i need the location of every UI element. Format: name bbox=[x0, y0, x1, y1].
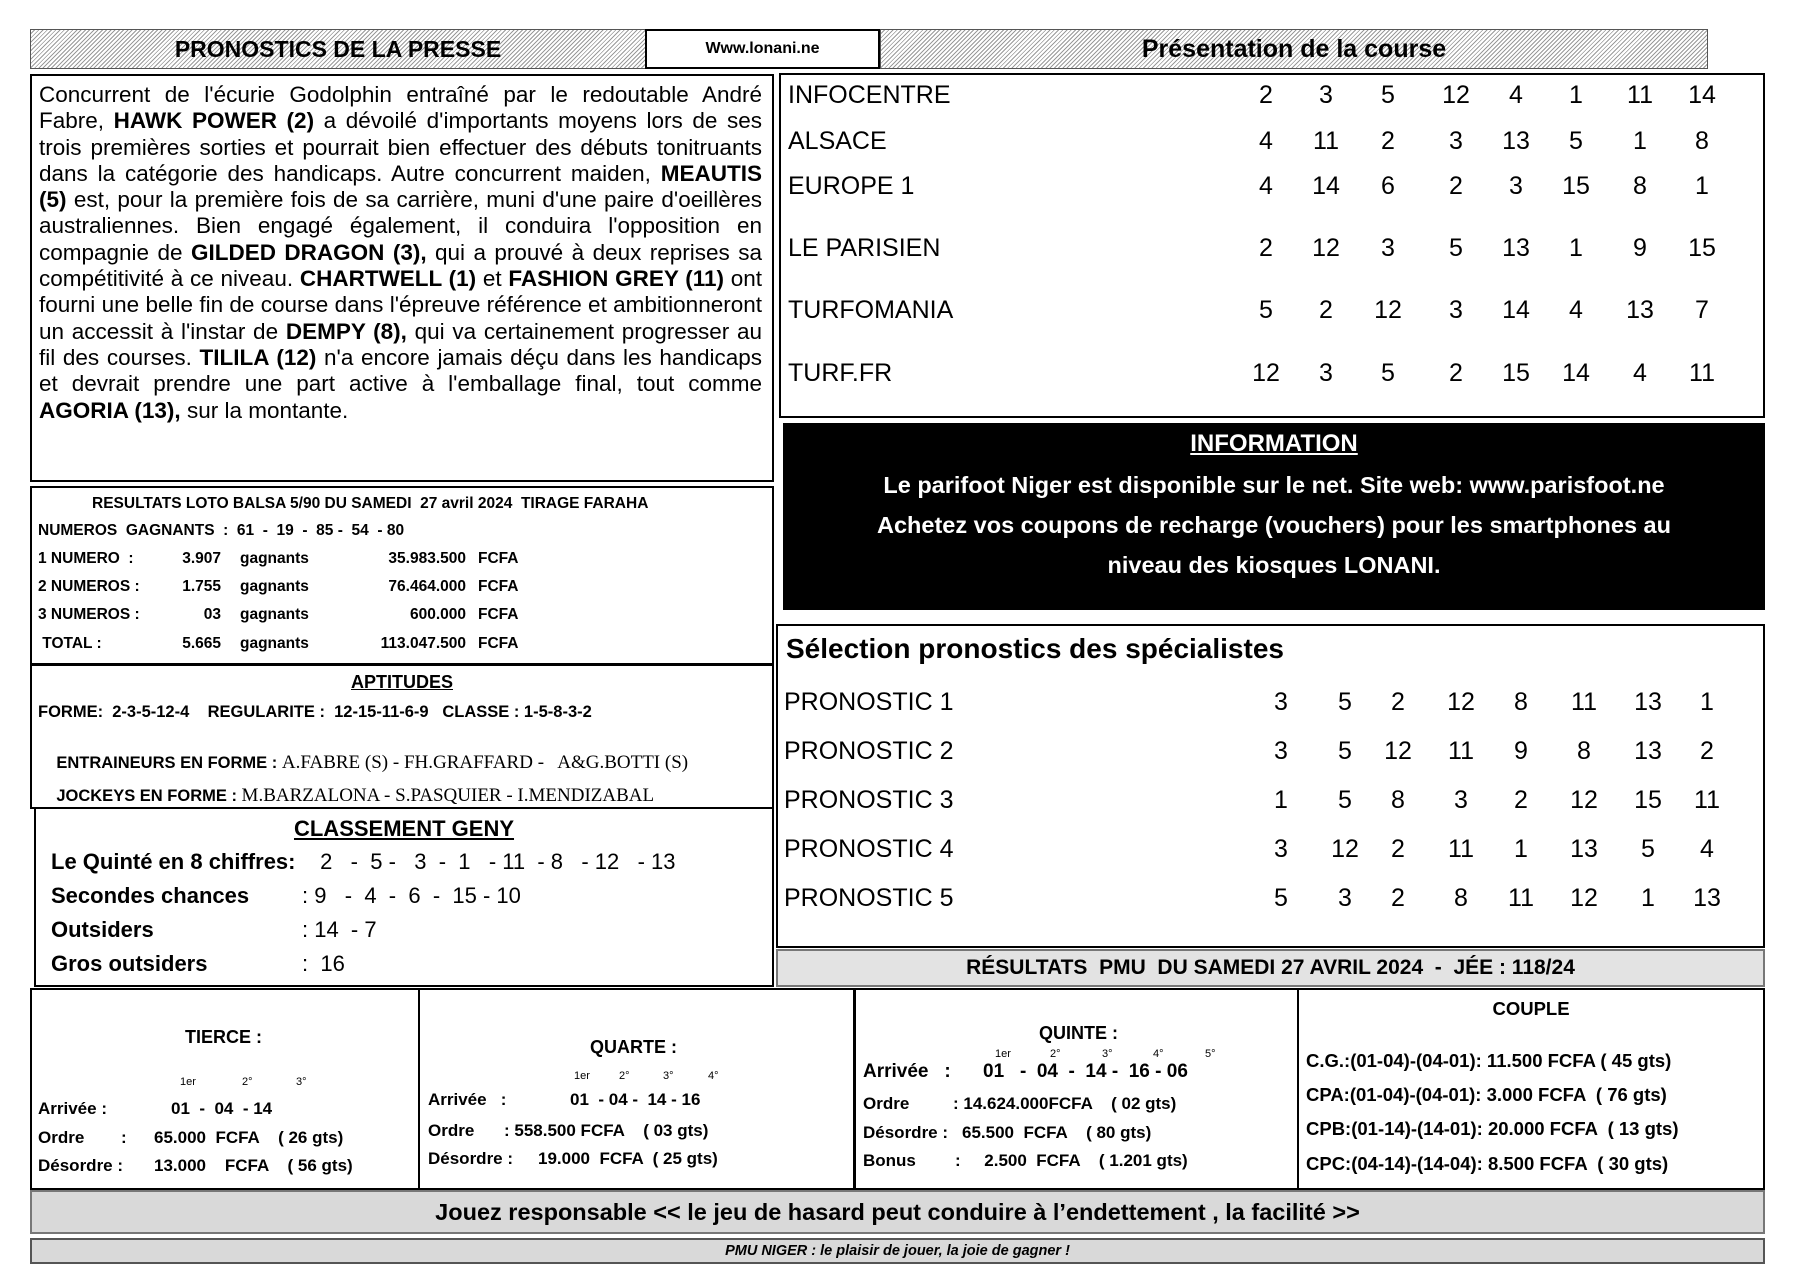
couple-row: C.G.:(01-04)-(04-01): 11.500 FCFA ( 45 gts) bbox=[1306, 1050, 1672, 1071]
loto-row-amount: 35.983.500 bbox=[388, 550, 466, 567]
quinte-bonus-label: Bonus bbox=[863, 1151, 916, 1170]
presse-row-number: 2 bbox=[1259, 234, 1273, 262]
geny-row-value: : 14 - 7 bbox=[302, 917, 377, 942]
quinte-desordre-label: Désordre : bbox=[863, 1123, 949, 1142]
quinte-ordre-label: Ordre bbox=[863, 1094, 910, 1113]
loto-row bbox=[32, 550, 772, 574]
loto-winning-numbers: NUMEROS GAGNANTS : 61 - 19 - 85 - 54 - 80 bbox=[38, 522, 405, 539]
rank-label: 3° bbox=[663, 1070, 674, 1082]
presse-row-number: 3 bbox=[1449, 127, 1463, 155]
pronostic-row-number: 12 bbox=[1384, 737, 1412, 765]
pronostic-row-number: 11 bbox=[1694, 786, 1720, 814]
pronostic-row-number: 3 bbox=[1454, 786, 1468, 814]
tierce-ordre: 65.000 FCFA ( 26 gts) bbox=[154, 1128, 344, 1147]
pronostic-row-number: 1 bbox=[1641, 884, 1655, 912]
pronostic-row-name: PRONOSTIC 1 bbox=[784, 688, 954, 716]
loto-title: RESULTATS LOTO BALSA 5/90 DU SAMEDI 27 avril 2024 TIRAGE FARAHA bbox=[92, 495, 649, 512]
presse-row-number: 4 bbox=[1569, 296, 1583, 324]
rank-label: 2° bbox=[242, 1076, 253, 1088]
jouez-responsable-text: Jouez responsable << le jeu de hasard peut conduire à l’endettement , la facilité >> bbox=[435, 1198, 1360, 1225]
pmu-slogan-banner bbox=[30, 1238, 1765, 1264]
presse-table bbox=[779, 73, 1765, 418]
presse-row-number: 11 bbox=[1689, 359, 1715, 387]
geny-row-label: Gros outsiders bbox=[51, 951, 208, 976]
pronostic-row-number: 2 bbox=[1514, 786, 1528, 814]
geny-row-label: Le Quinté en 8 chiffres: bbox=[51, 849, 296, 874]
presse-row-number: 4 bbox=[1633, 359, 1647, 387]
presse-row-number: 3 bbox=[1449, 296, 1463, 324]
presse-row-number: 1 bbox=[1633, 127, 1647, 155]
presse-row bbox=[781, 234, 1763, 266]
pronostic-row-number: 2 bbox=[1391, 835, 1405, 863]
tierce-arrivee: 01 - 04 - 14 bbox=[171, 1099, 273, 1118]
loto-row-label: 1 NUMERO : bbox=[38, 550, 134, 567]
selection-title: Sélection pronostics des spécialistes bbox=[786, 633, 1284, 664]
aptitudes-title: APTITUDES bbox=[350, 672, 453, 692]
pronostic-row-number: 4 bbox=[1700, 835, 1714, 863]
pmu-slogan-text: PMU NIGER : le plaisir de jouer, la joie de gagner ! bbox=[725, 1243, 1070, 1259]
entraineurs-value: A.FABRE (S) - FH.GRAFFARD - A&G.BOTTI (S) bbox=[281, 752, 689, 773]
quinte-arrivee: 01 - 04 - 14 - 16 - 06 bbox=[983, 1061, 1188, 1082]
rank-label: 1er bbox=[574, 1070, 590, 1082]
presse-row-number: 3 bbox=[1381, 234, 1395, 262]
presse-row-number: 2 bbox=[1449, 172, 1463, 200]
press-text-segment: est, pour la première fois de sa carrière, muni d'une paire d'oeillères australiennes. Bien engagé également, il conduira l'opposition en compagnie de bbox=[39, 187, 762, 265]
presse-row-number: 5 bbox=[1381, 359, 1395, 387]
presse-row-number: 4 bbox=[1259, 172, 1273, 200]
pronostic-row-number: 13 bbox=[1634, 737, 1662, 765]
presse-row-number: 14 bbox=[1312, 172, 1340, 200]
pronostic-row-number: 3 bbox=[1274, 737, 1288, 765]
quinte-bonus: : 2.500 FCFA ( 1.201 gts) bbox=[955, 1151, 1188, 1170]
presse-row-number: 15 bbox=[1502, 359, 1530, 387]
presse-row-name: TURFOMANIA bbox=[788, 296, 954, 324]
pronostic-row-number: 3 bbox=[1338, 884, 1352, 912]
horse-name: GILDED DRAGON (3), bbox=[190, 239, 427, 265]
quinte-panel bbox=[853, 988, 1299, 1190]
geny-row-label: Outsiders bbox=[51, 917, 154, 942]
pronostic-row-number: 8 bbox=[1577, 737, 1591, 765]
loto-row-word: gagnants bbox=[240, 578, 309, 595]
jockeys-value: M.BARZALONA - S.PASQUIER - I.MENDIZABAL bbox=[241, 785, 655, 806]
presse-row-number: 14 bbox=[1562, 359, 1590, 387]
rank-label: 2° bbox=[1050, 1048, 1061, 1060]
site-link-text[interactable]: Www.lonani.ne bbox=[705, 40, 820, 57]
loto-row bbox=[32, 606, 772, 630]
quinte-arrivee-label: Arrivée : bbox=[863, 1061, 951, 1082]
presse-row-name: LE PARISIEN bbox=[788, 234, 941, 262]
rank-label: 4° bbox=[708, 1070, 719, 1082]
pronostic-row-number: 3 bbox=[1274, 835, 1288, 863]
pronostic-row-number: 1 bbox=[1700, 688, 1714, 716]
pronostic-row bbox=[778, 786, 1763, 818]
press-text-segment: n'a encore jamais déçu dans les handicaps et devrait prendre une part active à l'emballage final, tout comme bbox=[39, 344, 762, 397]
rank-label: 3° bbox=[296, 1076, 307, 1088]
loto-row-currency: FCFA bbox=[478, 606, 519, 623]
pronostic-row bbox=[778, 688, 1763, 720]
presse-row-number: 8 bbox=[1695, 127, 1709, 155]
presse-row-number: 15 bbox=[1562, 172, 1590, 200]
geny-title: CLASSEMENT GENY bbox=[293, 816, 515, 841]
quarte-desordre: 19.000 FCFA ( 25 gts) bbox=[538, 1149, 718, 1168]
pronostic-row-number: 5 bbox=[1274, 884, 1288, 912]
presse-row bbox=[781, 127, 1763, 159]
presse-row-number: 11 bbox=[1313, 127, 1339, 155]
quarte-desordre-label: Désordre : bbox=[428, 1149, 514, 1168]
information-title: INFORMATION bbox=[1190, 430, 1358, 457]
presse-row-number: 5 bbox=[1449, 234, 1463, 262]
couple-row: CPC:(04-14)-(14-04): 8.500 FCFA ( 30 gts) bbox=[1306, 1153, 1669, 1174]
presse-row-number: 13 bbox=[1626, 296, 1654, 324]
horse-name: MEAUTIS (5) bbox=[39, 160, 762, 213]
pronostic-row-number: 8 bbox=[1514, 688, 1528, 716]
couple-row: CPB:(01-14)-(14-01): 20.000 FCFA ( 13 gts) bbox=[1306, 1118, 1679, 1139]
horse-name: DEMPY (8), bbox=[285, 318, 407, 344]
rank-label: 2° bbox=[619, 1070, 630, 1082]
pronostic-row-number: 8 bbox=[1391, 786, 1405, 814]
presse-row-number: 5 bbox=[1569, 127, 1583, 155]
tierce-ordre-label: Ordre bbox=[38, 1128, 85, 1147]
pronostic-row-number: 11 bbox=[1448, 737, 1474, 765]
loto-row-currency: FCFA bbox=[478, 550, 519, 567]
presse-row-number: 6 bbox=[1381, 172, 1395, 200]
site-link[interactable] bbox=[645, 29, 880, 69]
jouez-responsable-banner bbox=[30, 1190, 1765, 1234]
pronostic-row-number: 5 bbox=[1338, 737, 1352, 765]
presse-row-number: 7 bbox=[1695, 296, 1709, 324]
quarte-panel bbox=[418, 988, 856, 1190]
pronostic-row-number: 3 bbox=[1274, 688, 1288, 716]
loto-row-count: 1.755 bbox=[182, 578, 221, 595]
presse-row-number: 8 bbox=[1633, 172, 1647, 200]
loto-row-amount: 600.000 bbox=[409, 606, 466, 623]
presse-row-number: 4 bbox=[1509, 81, 1523, 109]
loto-row-amount: 113.047.500 bbox=[380, 635, 466, 652]
geny-row-value: : 16 bbox=[302, 951, 345, 976]
quinte-desordre: 65.500 FCFA ( 80 gts) bbox=[962, 1123, 1152, 1142]
couple-row: CPA:(01-04)-(04-01): 3.000 FCFA ( 76 gts) bbox=[1306, 1084, 1667, 1105]
presse-row-number: 12 bbox=[1312, 234, 1340, 262]
pronostic-row-number: 11 bbox=[1508, 884, 1534, 912]
pronostic-row-number: 5 bbox=[1641, 835, 1655, 863]
quinte-title: QUINTE : bbox=[1039, 1023, 1118, 1043]
rank-label: 1er bbox=[180, 1076, 196, 1088]
pronostic-row-number: 1 bbox=[1514, 835, 1528, 863]
pronostic-row-number: 13 bbox=[1634, 688, 1662, 716]
pronostic-row-number: 12 bbox=[1570, 884, 1598, 912]
rank-label: 5° bbox=[1205, 1048, 1216, 1060]
entraineurs-label: ENTRAINEURS EN FORME : bbox=[56, 754, 282, 772]
presse-row-number: 2 bbox=[1449, 359, 1463, 387]
pronostic-row-number: 5 bbox=[1338, 688, 1352, 716]
press-text-segment: Concurrent de l'écurie Godolphin entraîné par le redoutable André Fabre, bbox=[39, 82, 762, 134]
rank-label: 4° bbox=[1153, 1048, 1164, 1060]
presse-row-number: 14 bbox=[1688, 81, 1716, 109]
couple-panel bbox=[1297, 988, 1765, 1190]
resultats-pmu-title bbox=[776, 949, 1765, 987]
aptitudes-forme: FORME: 2-3-5-12-4 REGULARITE : 12-15-11-6-9 CLASSE : 1-5-8-3-2 bbox=[38, 703, 592, 721]
presse-row-number: 3 bbox=[1319, 359, 1333, 387]
presse-row-number: 2 bbox=[1319, 296, 1333, 324]
pronostic-row-number: 12 bbox=[1570, 786, 1598, 814]
presse-row-number: 5 bbox=[1259, 296, 1273, 324]
course-header-title: Présentation de la course bbox=[1141, 34, 1447, 63]
loto-row-count: 3.907 bbox=[182, 550, 221, 567]
horse-name: CHARTWELL (1) bbox=[299, 266, 477, 292]
pronostic-row-number: 2 bbox=[1700, 737, 1714, 765]
presse-row-number: 12 bbox=[1252, 359, 1280, 387]
pronostic-row-name: PRONOSTIC 4 bbox=[784, 835, 954, 863]
presse-row-number: 1 bbox=[1569, 234, 1583, 262]
loto-results bbox=[30, 486, 774, 666]
pronostic-row-number: 13 bbox=[1570, 835, 1598, 863]
presse-row-number: 14 bbox=[1502, 296, 1530, 324]
classement-geny bbox=[34, 807, 774, 987]
press-commentary bbox=[30, 74, 774, 482]
loto-row-word: gagnants bbox=[240, 606, 309, 623]
tierce-desordre-label: Désordre : bbox=[38, 1156, 124, 1175]
pronostic-row bbox=[778, 884, 1763, 916]
presse-row bbox=[781, 296, 1763, 328]
press-text-segment: sur la montante. bbox=[180, 397, 349, 423]
pronostic-row-number: 11 bbox=[1571, 688, 1597, 716]
pronostic-row bbox=[778, 835, 1763, 867]
presse-row-number: 2 bbox=[1259, 81, 1273, 109]
presse-row bbox=[781, 172, 1763, 204]
pronostic-row-number: 8 bbox=[1454, 884, 1468, 912]
loto-row-count: 03 bbox=[203, 606, 221, 623]
loto-row bbox=[32, 635, 772, 659]
loto-row bbox=[32, 578, 772, 602]
presse-row-number: 12 bbox=[1374, 296, 1402, 324]
quarte-ordre: : 558.500 FCFA ( 03 gts) bbox=[504, 1121, 709, 1140]
press-text-segment: qui va certainement progresser au fil des courses. bbox=[39, 318, 763, 370]
couple-title: COUPLE bbox=[1492, 998, 1570, 1019]
horse-name: FASHION GREY (11) bbox=[508, 266, 724, 292]
loto-row-count: 5.665 bbox=[182, 635, 221, 652]
course-header bbox=[880, 29, 1708, 69]
pronostic-row-number: 2 bbox=[1391, 688, 1405, 716]
pronostic-row-name: PRONOSTIC 5 bbox=[784, 884, 954, 912]
pronostic-row-number: 12 bbox=[1331, 835, 1359, 863]
loto-row-currency: FCFA bbox=[478, 578, 519, 595]
pronostic-row-number: 13 bbox=[1693, 884, 1721, 912]
loto-row-label: 2 NUMEROS : bbox=[38, 578, 140, 595]
press-header-title: PRONOSTICS DE LA PRESSE bbox=[174, 35, 502, 62]
pronostic-row-number: 1 bbox=[1274, 786, 1288, 814]
press-text-segment: qui a prouvé à deux reprises sa compétitivité à ce niveau. bbox=[39, 239, 762, 292]
geny-row-value: : 9 - 4 - 6 - 15 - 10 bbox=[302, 883, 521, 908]
jockeys-label: JOCKEYS EN FORME : bbox=[56, 787, 242, 805]
presse-row-name: INFOCENTRE bbox=[788, 81, 951, 109]
pronostic-row-number: 11 bbox=[1448, 835, 1474, 863]
information-line-3: niveau des kiosques LONANI. bbox=[1107, 552, 1441, 578]
quarte-arrivee: 01 - 04 - 14 - 16 bbox=[570, 1090, 701, 1109]
press-text-segment: ont fourni une belle fin de course dans l'épreuve référence et ambitionneront un accessit à l'instar de bbox=[39, 266, 762, 344]
information-line-2: Achetez vos coupons de recharge (vouchers) pour les smartphones au bbox=[877, 512, 1671, 538]
presse-row-number: 15 bbox=[1688, 234, 1716, 262]
quinte-ordre: : 14.624.000FCFA ( 02 gts) bbox=[953, 1094, 1177, 1113]
selection-pronostics bbox=[776, 624, 1765, 948]
press-text-segment: a dévoilé d'importants moyens lors de ses trois premières sorties et pourrait bien effectuer des débuts tonitruants dans la catégorie des handicaps. Autre concurrent maiden, bbox=[39, 108, 762, 186]
presse-row bbox=[781, 359, 1763, 391]
presse-row-number: 1 bbox=[1695, 172, 1709, 200]
loto-row-word: gagnants bbox=[240, 550, 309, 567]
rank-label: 3° bbox=[1102, 1048, 1113, 1060]
information-line-1: Le parifoot Niger est disponible sur le net. Site web: www.parisfoot.ne bbox=[883, 472, 1665, 498]
tierce-title: TIERCE : bbox=[185, 1027, 263, 1047]
quarte-title: QUARTE : bbox=[590, 1037, 677, 1057]
presse-row-number: 3 bbox=[1319, 81, 1333, 109]
loto-row-currency: FCFA bbox=[478, 635, 519, 652]
pronostic-row-number: 15 bbox=[1634, 786, 1662, 814]
pronostic-row-number: 12 bbox=[1447, 688, 1475, 716]
presse-row-number: 11 bbox=[1627, 81, 1653, 109]
presse-row-name: TURF.FR bbox=[788, 359, 893, 387]
geny-row-label: Secondes chances bbox=[51, 883, 250, 908]
pronostic-row-number: 5 bbox=[1338, 786, 1352, 814]
presse-row-number: 2 bbox=[1381, 127, 1395, 155]
tierce-panel: TIERCE : 1er 2° 3° Arrivée : 01 - 04 - 14 Ordre : 65.000 FCFA ( 26 gts) Désordre : 13.000 FCFA ( 56 gts) bbox=[30, 988, 420, 1190]
horse-name: AGORIA (13), bbox=[39, 397, 181, 423]
loto-row-label: 3 NUMEROS : bbox=[38, 606, 140, 623]
tierce-arrivee-label: Arrivée : bbox=[38, 1099, 107, 1118]
resultats-pmu-title-text: RÉSULTATS PMU DU SAMEDI 27 AVRIL 2024 - JÉE : 118/24 bbox=[966, 956, 1575, 979]
information-panel bbox=[783, 423, 1765, 610]
pronostic-row-name: PRONOSTIC 3 bbox=[784, 786, 954, 814]
pronostic-row bbox=[778, 737, 1763, 769]
pronostic-row-name: PRONOSTIC 2 bbox=[784, 737, 954, 765]
horse-name: HAWK POWER (2) bbox=[113, 108, 315, 134]
presse-row-name: EUROPE 1 bbox=[788, 172, 915, 200]
presse-row-number: 5 bbox=[1381, 81, 1395, 109]
presse-row-number: 13 bbox=[1502, 127, 1530, 155]
loto-row-word: gagnants bbox=[240, 635, 309, 652]
press-paragraph bbox=[39, 82, 762, 424]
presse-row bbox=[781, 81, 1763, 113]
presse-row-number: 9 bbox=[1633, 234, 1647, 262]
presse-row-name: ALSACE bbox=[788, 127, 887, 155]
loto-row-amount: 76.464.000 bbox=[388, 578, 466, 595]
aptitudes-panel bbox=[30, 663, 774, 809]
horse-name: TILILA (12) bbox=[199, 344, 317, 370]
presse-row-number: 3 bbox=[1509, 172, 1523, 200]
presse-row-number: 13 bbox=[1502, 234, 1530, 262]
quarte-ordre-label: Ordre bbox=[428, 1121, 475, 1140]
rank-label: 1er bbox=[995, 1048, 1011, 1060]
quarte-arrivee-label: Arrivée : bbox=[428, 1090, 507, 1109]
press-header bbox=[30, 29, 646, 69]
presse-row-number: 1 bbox=[1569, 81, 1583, 109]
geny-row-value: 2 - 5 - 3 - 1 - 11 - 8 - 12 - 13 bbox=[314, 849, 676, 874]
pronostic-row-number: 2 bbox=[1391, 884, 1405, 912]
press-text-segment: et bbox=[476, 266, 509, 292]
presse-row-number: 12 bbox=[1442, 81, 1470, 109]
tierce-desordre: 13.000 FCFA ( 56 gts) bbox=[154, 1156, 353, 1175]
loto-row-label: TOTAL : bbox=[38, 635, 102, 652]
pronostic-row-number: 9 bbox=[1514, 737, 1528, 765]
presse-row-number: 4 bbox=[1259, 127, 1273, 155]
